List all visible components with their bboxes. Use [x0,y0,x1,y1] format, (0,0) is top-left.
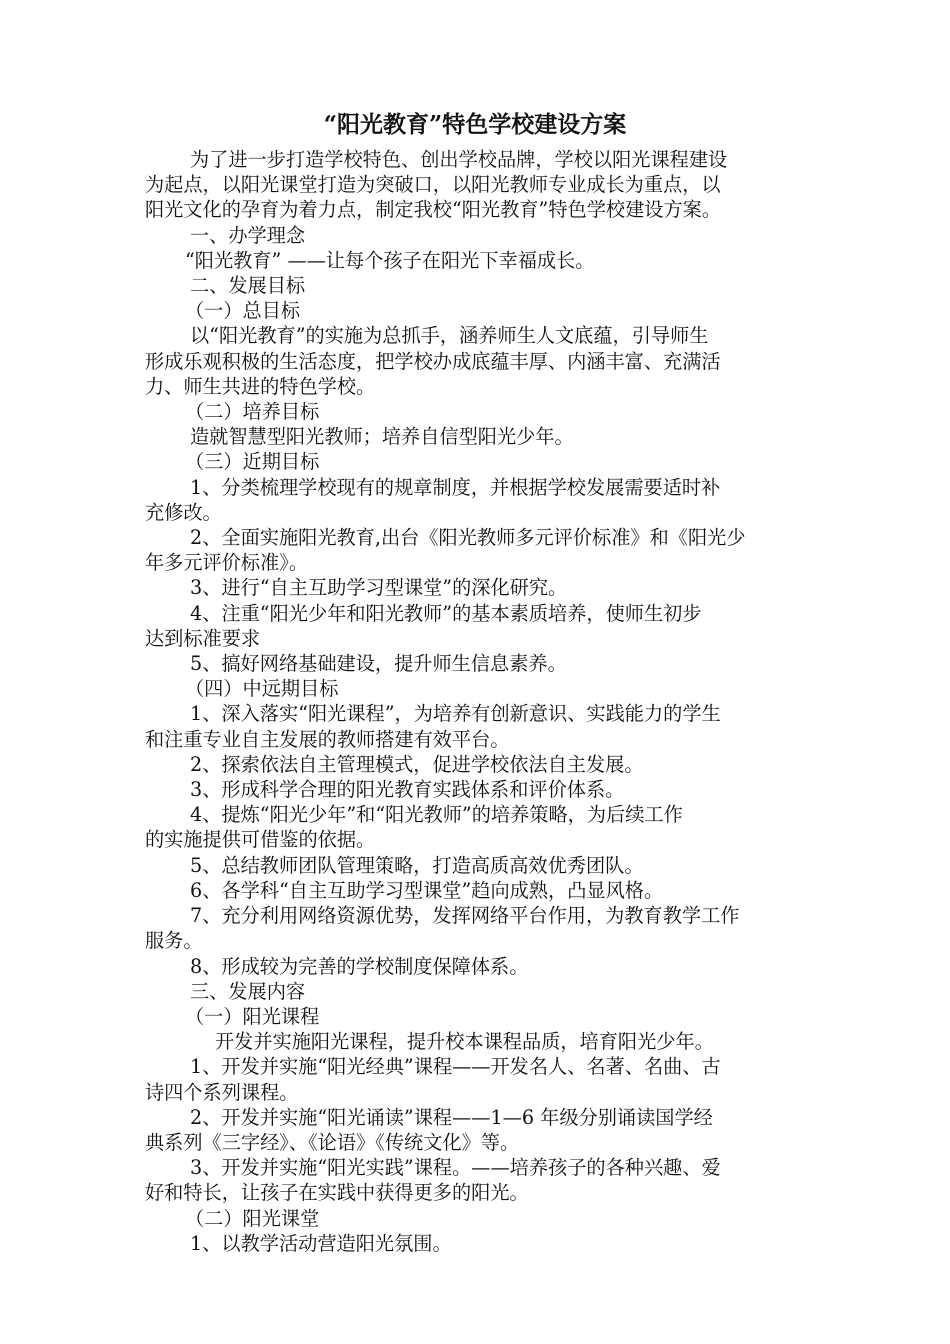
text-line: （四）中远期目标 [185,677,339,701]
text-line: 5、总结教师团队管理策略，打造高质高效优秀团队。 [190,853,644,877]
text-line: （二）阳光课堂 [185,1206,320,1230]
text-line: 1、分类梳理学校现有的规章制度，并根据学校发展需要适时补 [190,475,721,499]
text-line: 4、提炼“阳光少年”和“阳光教师”的培养策略，为后续工作 [190,803,683,827]
text-line: 1、深入落实“阳光课程”，为培养有创新意识、实践能力的学生 [190,702,721,726]
text-line: 造就智慧型阳光教师；培养自信型阳光少年。 [190,425,574,449]
text-line: 4、注重“阳光少年和阳光教师”的基本素质培养，使师生初步 [190,601,702,625]
text-line: 6、各学科“自主互助学习型课堂”趋向成熟，凸显风格。 [190,878,664,902]
text-line: 三、发展内容 [190,979,306,1003]
text-line: 为起点，以阳光课堂打造为突破口，以阳光教师专业成长为重点，以 [145,173,721,197]
text-line: 一、办学理念 [190,223,306,247]
text-line: 2、探索依法自主管理模式，促进学校依法自主发展。 [190,752,644,776]
text-line: 7、充分利用网络资源优势，发挥网络平台作用，为教育教学工作 [190,904,740,928]
text-line: 2、开发并实施“阳光诵读”课程——1—6 年级分别诵读国学经 [190,1105,713,1129]
text-line: “阳光教育” ——让每个孩子在阳光下幸福成长。 [185,248,595,272]
text-line: 服务。 [145,929,203,953]
text-line: 二、发展目标 [190,274,306,298]
text-line: （一）总目标 [185,299,301,323]
text-line: 的实施提供可借鉴的依据。 [145,828,376,852]
text-line: 3、形成科学合理的阳光教育实践体系和评价体系。 [190,778,625,802]
text-line: 为了进一步打造学校特色、创出学校品牌，学校以阳光课程建设 [190,148,728,171]
text-line: 好和特长，让孩子在实践中获得更多的阳光。 [145,1181,529,1205]
text-line: 8、形成较为完善的学校制度保障体系。 [190,954,529,978]
text-line: 以“阳光教育”的实施为总抓手，涵养师生人文底蕴，引导师生 [190,324,709,348]
text-line: 3、开发并实施“阳光实践”课程。——培养孩子的各种兴趣、爱 [190,1156,721,1180]
text-line: （二）培养目标 [185,400,320,424]
text-line: 1、开发并实施“阳光经典”课程——开发名人、名著、名曲、古 [190,1055,721,1079]
text-line: 诗四个系列课程。 [145,1080,299,1104]
text-line: 形成乐观积极的生活态度，把学校办成底蕴丰厚、内涵丰富、充满活 [145,349,721,373]
text-line: （一）阳光课程 [185,1004,320,1028]
text-line: 和注重专业自主发展的教师搭建有效平台。 [145,727,510,751]
text-line: 典系列《三字经》、《论语》《传统文化》等。 [145,1130,520,1154]
text-line: 充修改。 [145,500,222,524]
text-line: （三）近期目标 [185,450,320,474]
text-line: 2、全面实施阳光教育,出台《阳光教师多元评价标准》和《阳光少 [190,526,746,550]
text-line: 达到标准要求 [145,626,261,650]
text-line: 阳光文化的孕育为着力点，制定我校“阳光教育”特色学校建设方案。 [145,198,722,222]
text-line: 年多元评价标准》。 [145,551,309,575]
text-line: 1、以教学活动营造阳光氛围。 [190,1231,452,1255]
text-line: 开发并实施阳光课程，提升校本课程品质，培育阳光少年。 [215,1030,714,1054]
document-title: “阳光教育”特色学校建设方案 [323,111,627,138]
text-line: 5、搞好网络基础建设，提升师生信息素养。 [190,652,567,676]
text-line: 3、进行“自主互助学习型课堂”的深化研究。 [190,576,568,600]
document-body [145,147,815,1256]
text-line: 力、师生共进的特色学校。 [145,374,376,398]
